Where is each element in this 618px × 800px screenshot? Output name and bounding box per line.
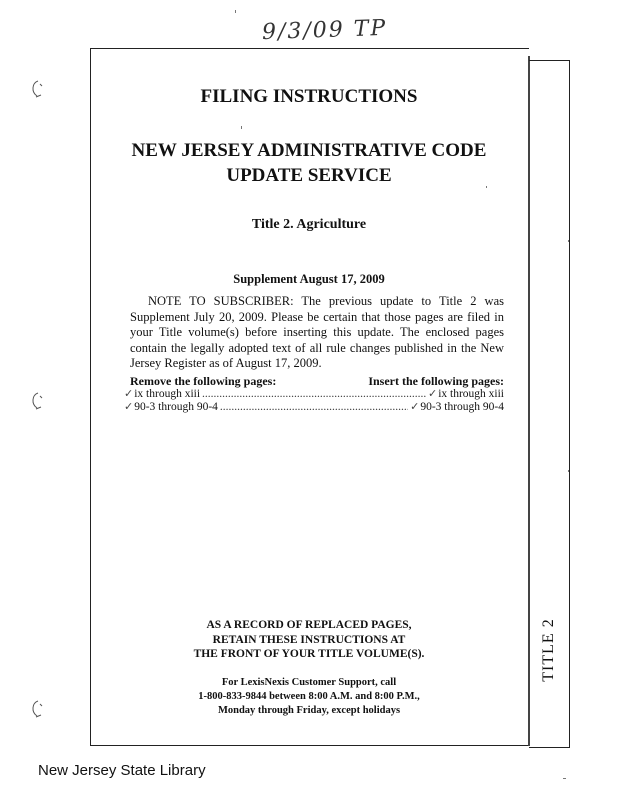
leader-dots (220, 401, 408, 413)
scan-speck (568, 470, 569, 472)
remove-pages-value: 90-3 through 90-4 (134, 401, 218, 413)
support-line-3: Monday through Friday, except holidays (217, 705, 401, 716)
checkmark-icon: ✓ (410, 401, 420, 413)
checkmark-icon: ✓ (427, 388, 438, 400)
record-line-2: RETAIN THESE INSTRUCTIONS AT (212, 633, 406, 646)
record-instructions (90, 618, 528, 662)
record-line-1: AS A RECORD OF REPLACED PAGES, (206, 619, 412, 631)
leader-dots (202, 388, 426, 400)
insert-pages-value: ix through xiii (438, 388, 504, 400)
code-service-line-1: NEW JERSEY ADMINISTRATIVE CODE (131, 140, 487, 161)
insert-pages-heading: Insert the following pages: (368, 374, 504, 388)
page-row (124, 400, 504, 413)
library-footer: New Jersey State Library (38, 762, 206, 779)
page-row (124, 387, 504, 400)
punch-hole-mark-top (30, 80, 44, 98)
scan-speck (241, 126, 242, 129)
side-tab-label: TITLE 2 (540, 618, 557, 682)
insert-pages-value: 90-3 through 90-4 (420, 401, 504, 413)
supplement-date: Supplement August 17, 2009 (233, 272, 385, 286)
note-to-subscriber: NOTE TO SUBSCRIBER: The previous update to Title 2 was Supplement July 20, 2009. Please be certain that those pages are filed in your Title volume(s) before inserting this update. The enclosed pages contain the legally adopted text of all rule changes published in the New Jersey Register as of August 17, 2009. (130, 294, 504, 370)
scan-speck (563, 778, 566, 779)
punch-hole-mark-bottom (30, 700, 44, 718)
scan-speck (568, 240, 569, 242)
code-title: Title 2. Agriculture (251, 217, 367, 232)
support-line-1: For LexisNexis Customer Support, call (221, 677, 397, 688)
remove-pages-value: ix through xiii (134, 388, 201, 400)
customer-support-info (90, 676, 528, 718)
record-line-3: THE FRONT OF YOUR TITLE VOLUME(S). (193, 648, 425, 660)
checkmark-icon: ✓ (124, 388, 134, 400)
support-line-2: 1-800-833-9844 between 8:00 A.M. and 8:00 P.M., (198, 691, 420, 702)
scan-speck (235, 10, 236, 13)
handwritten-date-note: 9/3/09 TP (261, 15, 388, 46)
remove-pages-heading: Remove the following pages: (130, 374, 277, 388)
code-service-heading (90, 138, 528, 188)
punch-hole-mark-middle (30, 392, 44, 410)
page-title: FILING INSTRUCTIONS (200, 86, 418, 107)
checkmark-icon: ✓ (124, 401, 134, 413)
code-service-line-2: UPDATE SERVICE (226, 165, 392, 186)
